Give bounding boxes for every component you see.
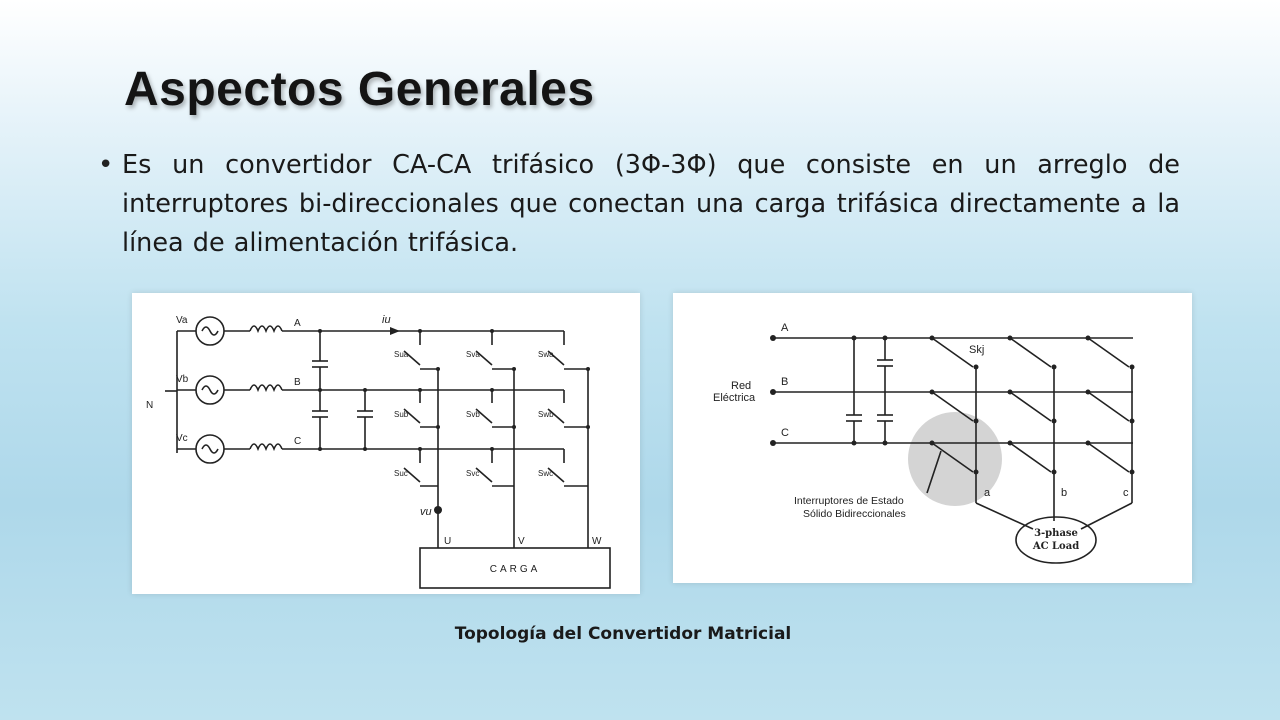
load-label-2: AC Load xyxy=(1032,541,1080,552)
output-label-u: U xyxy=(444,536,452,547)
line-label-a: A xyxy=(781,322,789,334)
switch-label: Skj xyxy=(969,344,985,356)
line-label-b: B xyxy=(294,377,301,388)
bullet-marker: • xyxy=(98,150,114,180)
switch-label-sva: Sva xyxy=(466,350,480,359)
output-label-v: V xyxy=(518,536,525,547)
grid-label-1: Red xyxy=(731,380,752,392)
switch-label-sub: Sub xyxy=(394,410,409,419)
switch-label-svc: Svc xyxy=(466,469,480,478)
neutral-label: N xyxy=(146,400,154,411)
figure-caption: Topología del Convertidor Matricial xyxy=(454,624,792,644)
matrix-switch-array-diagram xyxy=(673,293,1192,583)
bullet-text: Es un convertidor CA-CA trifásico (3Φ-3Φ) que consiste en un arreglo de interruptores bi-direccionales que conectan una carga trifásica directamente a la línea de alimentación trifásica. xyxy=(122,150,1180,258)
matrix-converter-schematic xyxy=(132,293,640,594)
line-label-c: C xyxy=(294,436,302,447)
switch-label-swa: Swa xyxy=(538,350,554,359)
switch-label-suc: Suc xyxy=(394,469,408,478)
switch-label-swb: Swb xyxy=(538,410,554,419)
line-label-b: B xyxy=(781,376,789,388)
current-label: iu xyxy=(382,314,391,326)
slide-title: Aspectos Generales xyxy=(124,63,595,116)
line-label-c: C xyxy=(781,427,789,439)
load-label: CARGA xyxy=(489,564,541,575)
line-label-a: A xyxy=(294,318,301,329)
output-label-w: W xyxy=(592,536,602,547)
voltage-label: vu xyxy=(420,506,432,518)
switch-label-swc: Swc xyxy=(538,469,554,478)
load-label-1: 3-phase xyxy=(1034,528,1078,539)
source-label-c: Vc xyxy=(176,433,188,444)
output-label-c: c xyxy=(1123,487,1129,499)
switch-label-svb: Svb xyxy=(466,410,480,419)
output-label-a: a xyxy=(984,487,991,499)
callout-label-2: Sólido Bidireccionales xyxy=(803,508,906,520)
source-label-b: Vb xyxy=(176,374,189,385)
callout-label-1: Interruptores de Estado xyxy=(794,495,904,507)
output-label-b: b xyxy=(1061,487,1068,499)
switch-label-sua: Sua xyxy=(394,350,409,359)
source-label-a: Va xyxy=(176,315,188,326)
grid-label-2: Eléctrica xyxy=(713,392,756,404)
